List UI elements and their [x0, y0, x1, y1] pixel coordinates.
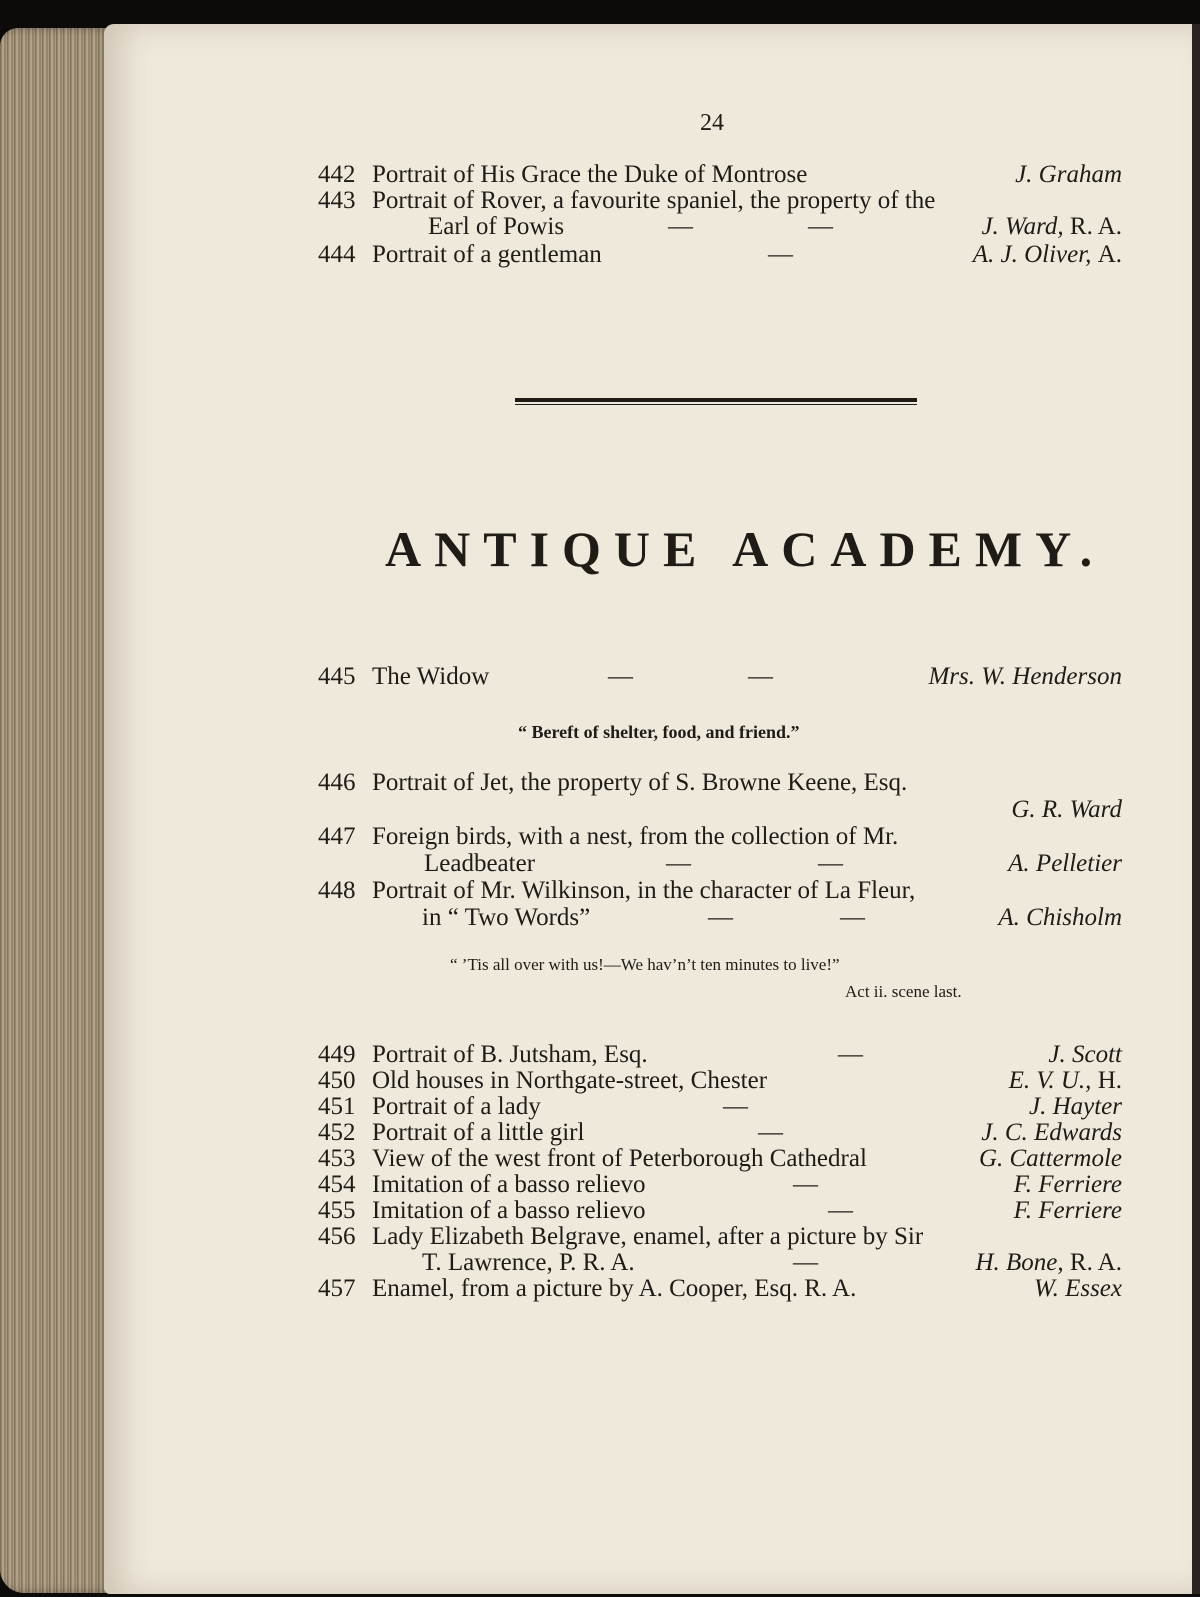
artist-name: H. Bone, — [975, 1249, 1064, 1276]
catalogue-entry — [318, 876, 1122, 906]
entry-artist — [973, 240, 1122, 270]
section-rule-thick — [515, 398, 917, 402]
entry-title: The Widow — [372, 663, 490, 690]
entry-title: View of the west front of Peterborough Cathedral — [372, 1145, 867, 1172]
entry-title: Old houses in Northgate-street, Chester — [372, 1067, 768, 1094]
dash-separator: — — [708, 904, 733, 931]
dash-separator: — — [808, 213, 833, 240]
artist-name: F. Ferriere — [1013, 1171, 1122, 1198]
entry-number: 454 — [318, 1171, 356, 1198]
artist-name: G. R. Ward — [1011, 796, 1122, 823]
catalogue-entry — [318, 662, 1122, 692]
artist-name: F. Ferriere — [1013, 1197, 1122, 1224]
entry-title: Portrait of Rover, a favourite spaniel, the property of the — [372, 187, 936, 214]
artist-name: J. C. Edwards — [981, 1119, 1122, 1146]
artist-name: A. Chisholm — [998, 904, 1122, 931]
entry-artist — [981, 212, 1122, 242]
entry-number: 452 — [318, 1119, 356, 1146]
entry-number: 449 — [318, 1041, 356, 1068]
entry-title: Imitation of a basso relievo — [372, 1197, 646, 1224]
artist-suffix: R. A. — [1069, 213, 1122, 240]
artist-suffix: A. — [1097, 241, 1122, 268]
dash-separator: — — [768, 241, 793, 268]
entry-number: 445 — [318, 663, 356, 690]
entry-number: 451 — [318, 1093, 356, 1120]
entry-number: 442 — [318, 161, 356, 188]
quotation-source: Act ii. scene last. — [845, 982, 962, 1001]
dash-separator: — — [840, 904, 865, 931]
artist-name: J. Scott — [1048, 1041, 1122, 1068]
page-edge-shadow — [1192, 24, 1200, 1594]
entry-title: Portrait of a little girl — [372, 1119, 585, 1146]
dash-separator: — — [793, 1249, 818, 1276]
section-title: ANTIQUE ACADEMY. — [385, 521, 1106, 577]
dash-separator: — — [818, 850, 843, 877]
section-rule-thin — [515, 404, 917, 405]
artist-name: E. V. U., — [1008, 1067, 1092, 1094]
entry-artist — [998, 903, 1122, 933]
entry-title: Portrait of a lady — [372, 1093, 541, 1120]
artist-name: J. Ward, — [981, 213, 1064, 240]
entry-artist — [1034, 1274, 1122, 1304]
entry-title-continued: Leadbeater — [424, 850, 536, 877]
entry-title: Enamel, from a picture by A. Cooper, Esq. R. A. — [372, 1275, 857, 1302]
entry-artist — [1008, 849, 1122, 879]
entry-title: Imitation of a basso relievo — [372, 1171, 646, 1198]
dash-separator: — — [758, 1119, 783, 1146]
artist-suffix: R. A. — [1069, 1249, 1122, 1276]
entry-quotation: “ ’Tis all over with us!—We hav’n’t ten minutes to live!” — [450, 955, 840, 974]
dash-separator: — — [668, 213, 693, 240]
entry-number: 450 — [318, 1067, 356, 1094]
entry-title-continued: Earl of Powis — [428, 213, 565, 240]
entry-number: 453 — [318, 1145, 356, 1172]
book-fore-edge — [0, 28, 112, 1593]
catalogue-entry — [318, 768, 1122, 798]
entry-number: 444 — [318, 241, 356, 268]
entry-title: Foreign birds, with a nest, from the collection of Mr. — [372, 823, 899, 850]
entry-title: Portrait of Jet, the property of S. Browne Keene, Esq. — [372, 769, 908, 796]
artist-suffix: H. — [1097, 1067, 1122, 1094]
entry-number: 457 — [318, 1275, 356, 1302]
artist-name: J. Hayter — [1028, 1093, 1122, 1120]
entry-number: 447 — [318, 823, 356, 850]
dash-separator: — — [748, 663, 773, 690]
catalogue-entry-continuation — [318, 212, 1122, 242]
entry-number: 455 — [318, 1197, 356, 1224]
page-number: 24 — [700, 110, 724, 136]
artist-name: A. J. Oliver, — [972, 241, 1092, 268]
artist-name: Mrs. W. Henderson — [928, 663, 1122, 690]
dash-separator: — — [838, 1041, 863, 1068]
catalogue-entry-continuation — [318, 849, 1122, 879]
dash-separator: — — [666, 850, 691, 877]
entry-title-continued: in “ Two Words” — [422, 904, 591, 931]
entry-artist — [928, 662, 1122, 692]
artist-name: G. Cattermole — [978, 1145, 1122, 1172]
artist-name: J. Graham — [1015, 161, 1122, 188]
entry-title: Lady Elizabeth Belgrave, enamel, after a picture by Sir — [372, 1223, 924, 1250]
dash-separator: — — [608, 663, 633, 690]
entry-title: Portrait of B. Jutsham, Esq. — [372, 1041, 648, 1068]
artist-name: W. Essex — [1034, 1275, 1122, 1302]
entry-number: 456 — [318, 1223, 356, 1250]
entry-quotation: “ Bereft of shelter, food, and friend.” — [518, 722, 800, 742]
artist-name: A. Pelletier — [1008, 850, 1122, 877]
dash-separator: — — [828, 1197, 853, 1224]
catalogue-entry — [318, 822, 1122, 852]
dash-separator: — — [793, 1171, 818, 1198]
entry-title-continued: T. Lawrence, P. R. A. — [422, 1249, 635, 1276]
entry-artist — [1011, 795, 1122, 825]
dash-separator: — — [723, 1093, 748, 1120]
catalogue-entry — [318, 1274, 1122, 1304]
entry-title: Portrait of a gentleman — [372, 241, 602, 268]
entry-number: 446 — [318, 769, 356, 796]
entry-title: Portrait of His Grace the Duke of Montrose — [372, 161, 808, 188]
catalogue-entry-continuation — [318, 903, 1122, 933]
entry-title: Portrait of Mr. Wilkinson, in the character of La Fleur, — [372, 877, 916, 904]
entry-number: 443 — [318, 187, 356, 214]
entry-number: 448 — [318, 877, 356, 904]
catalogue-entry — [318, 240, 1122, 270]
